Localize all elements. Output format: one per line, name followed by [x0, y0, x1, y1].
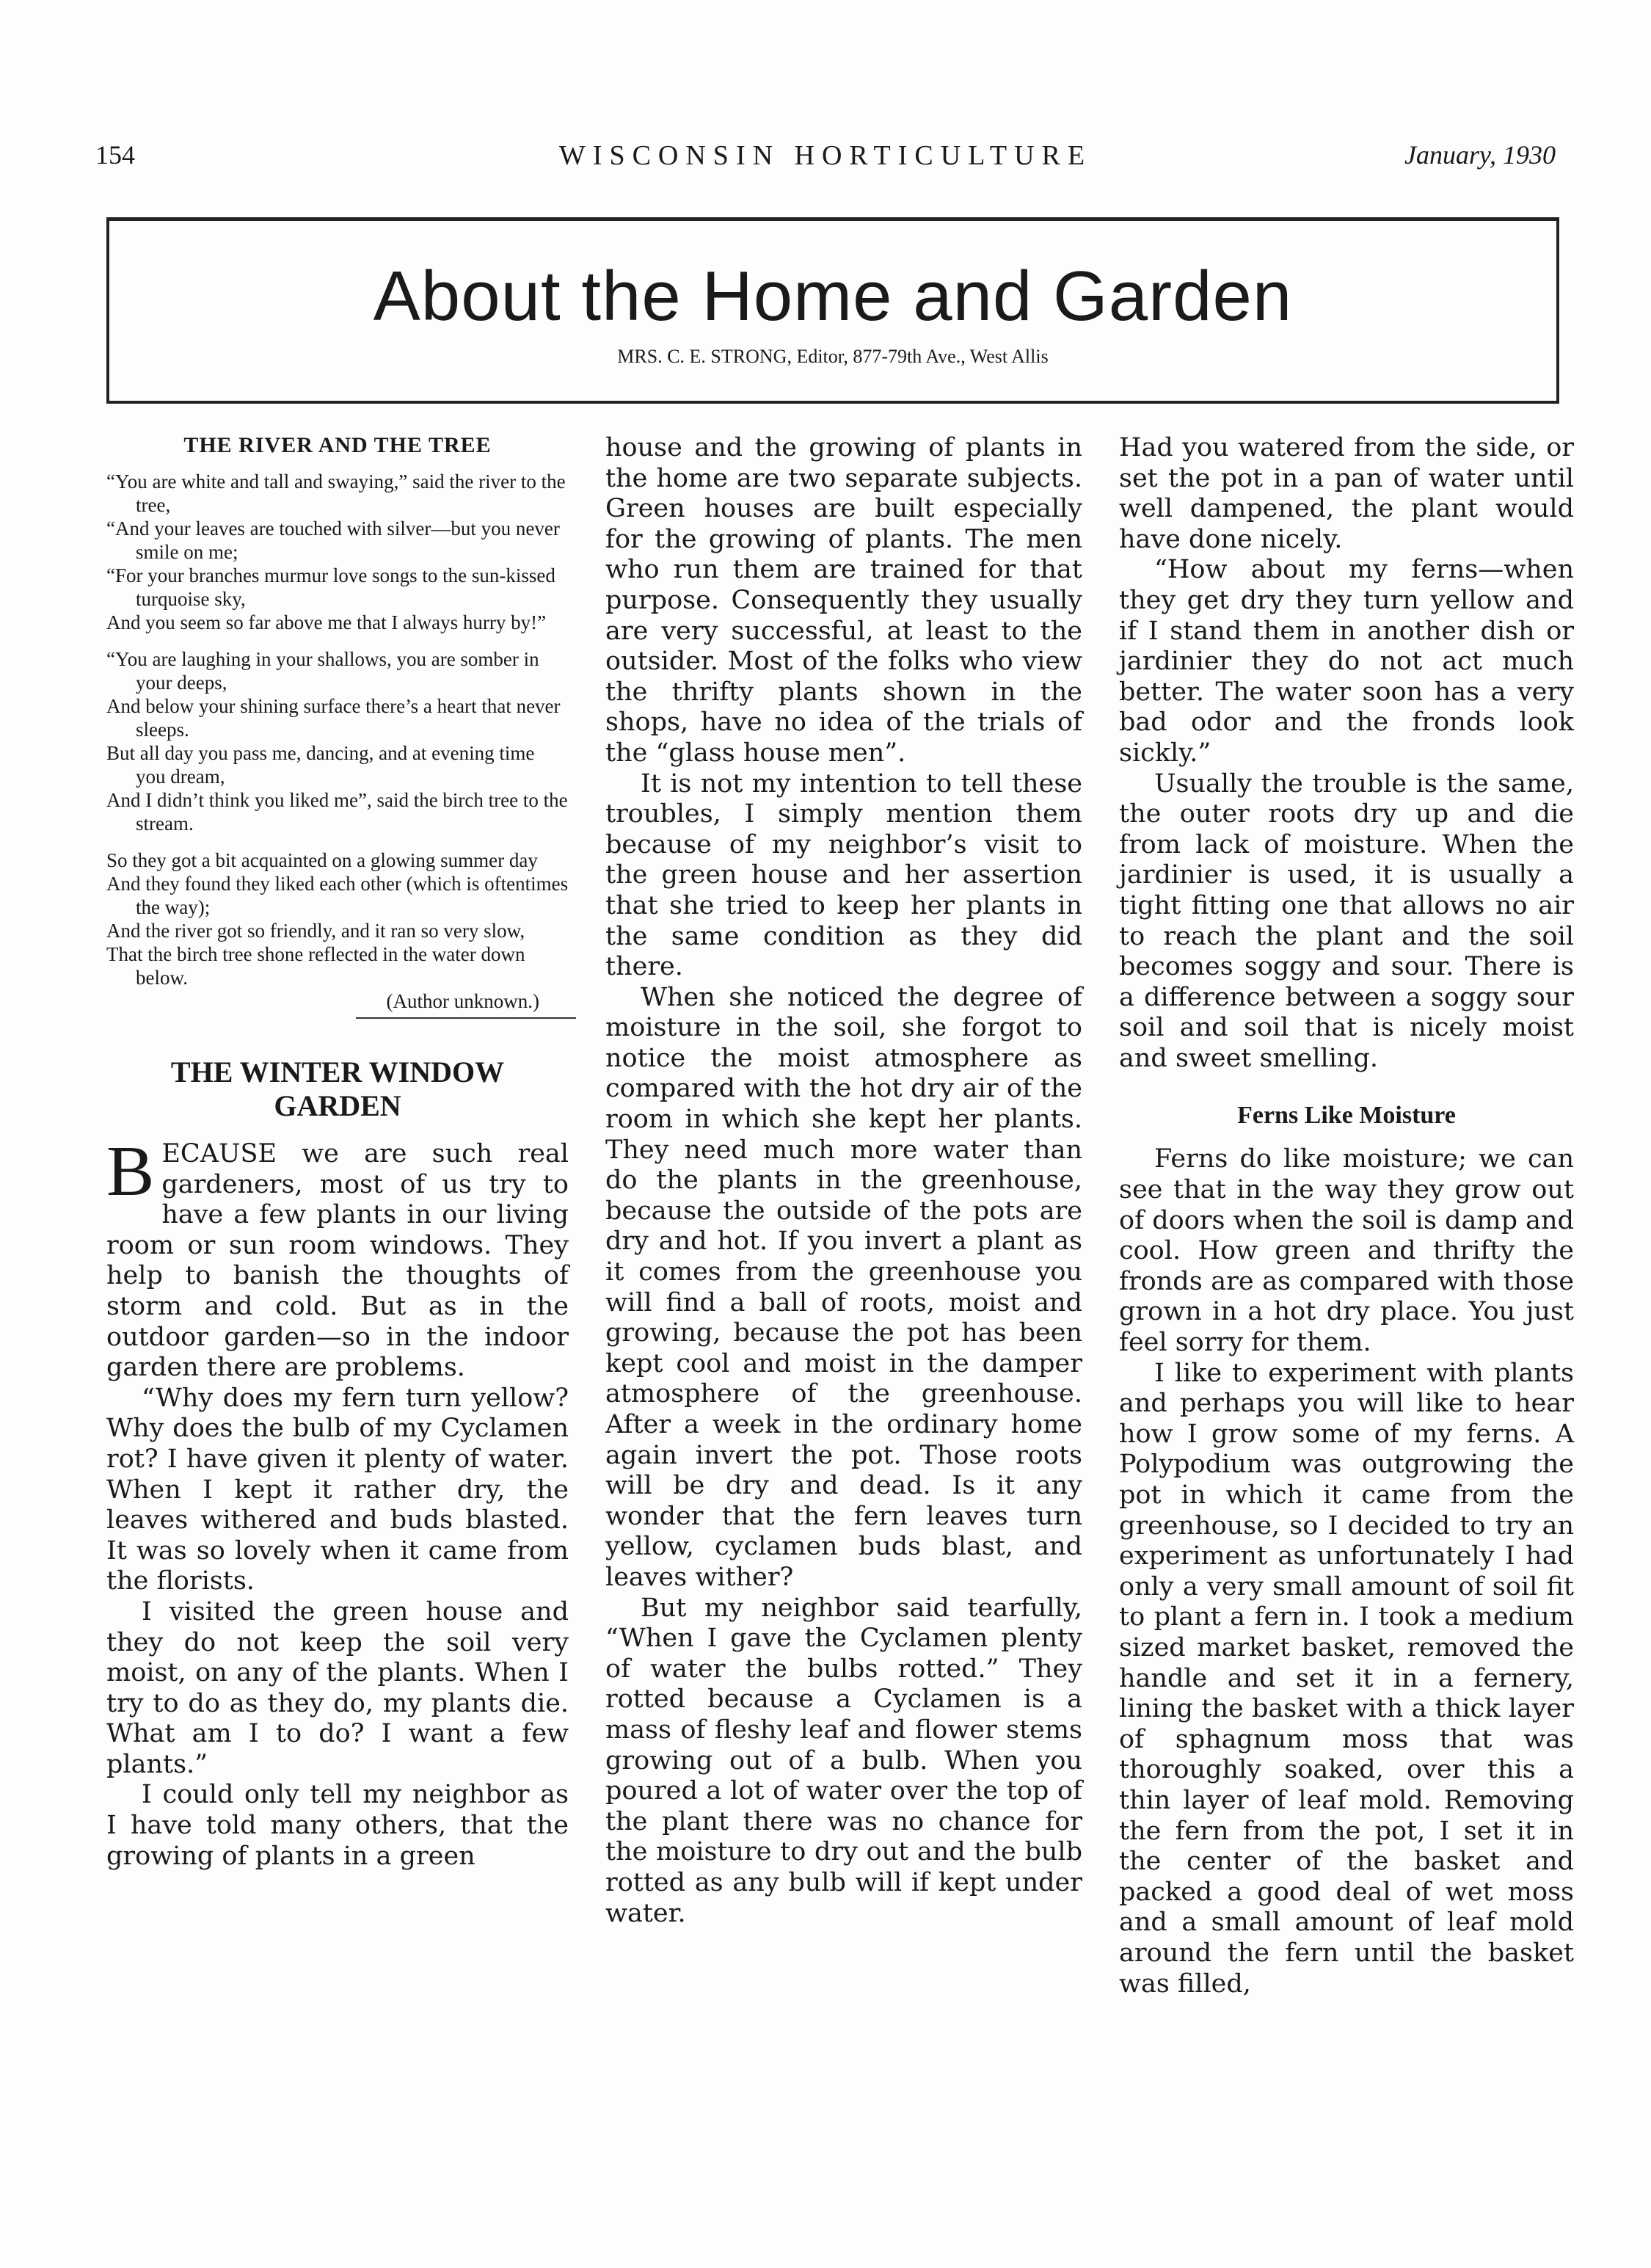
article-paragraph: “How about my ferns—when they get dry they turn yellow and if I stand them in another dish or jardinier they do not act much better. The water soon has a very bad odor and the fronds look sickly.”: [1119, 555, 1574, 768]
column-2: [605, 433, 1082, 1929]
column-3: [1119, 433, 1574, 1999]
section-title: About the Home and Garden: [373, 257, 1293, 335]
poem-line: And below your shining surface there’s a heart that never sleeps.: [106, 695, 561, 741]
article-title-line: THE WINTER WINDOW: [170, 1055, 505, 1088]
poem-line: “And your leaves are touched with silver—but you never smile on me;: [106, 517, 560, 563]
poem-line: “You are laughing in your shallows, you are somber in your deeps,: [106, 648, 539, 694]
journal-title: WISCONSIN HORTICULTURE: [558, 140, 1093, 171]
poem-line: And I didn’t think you liked me”, said the birch tree to the stream.: [106, 789, 568, 835]
paragraph-text: ECAUSE we are such real gardeners, most of us try to have a few plants in our living room or sun room windows. They help to banish the thoughts of storm and cold. But as in the outdoor garden—so in the indoor garden there are problems.: [106, 1139, 569, 1383]
page-number: 154: [95, 140, 135, 170]
article-title-line: GARDEN: [274, 1089, 401, 1122]
poem-stanza: [106, 470, 569, 634]
running-head: [95, 139, 1556, 183]
poem-line: And the river got so friendly, and it ran so very slow,: [106, 920, 525, 942]
article-paragraph: [106, 1132, 569, 1384]
article-title: [106, 1055, 569, 1123]
article-paragraph: When she noticed the degree of moisture in the soil, she forgot to notice the moist atmosphere as compared with the hot dry air of the room in which she kept her plants. They need much more water than do the plants in the greenhouse, because the outside of the pots are dry and hot. If you invert a plant as it comes from the greenhouse you will find a ball of roots, moist and growing, because the pot has been kept cool and moist in the damper atmosphere of the greenhouse. After a week in the ordinary home again invert the pot. Those roots will be dry and dead. Is it any wonder that the fern leaves turn yellow, cyclamen buds blast, and leaves wither?: [605, 982, 1082, 1592]
column-1: [106, 433, 569, 1872]
article-paragraph: Usually the trouble is the same, the outer roots dry up and die from lack of moisture. When the jardinier is used, it is usually a tight fitting one that allows no air to reach the plant and the soil becomes soggy and sour. There is a difference between a soggy sour soil and soil that is nicely moist and sweet smelling.: [1119, 768, 1574, 1073]
poem-stanza: [106, 647, 569, 835]
poem-credit: (Author unknown.): [386, 990, 539, 1012]
issue-date: January, 1930: [1404, 140, 1556, 170]
article-paragraph: house and the growing of plants in the home are two separate subjects. Green houses are built especially for the growing of plants. The men who run them are trained for that purpose. Consequently they usually are very successful, at least to the outsider. Most of the folks who view the thrifty plants shown in the shops, have no idea of the trials of the “glass house men”.: [605, 433, 1082, 768]
article-paragraph: It is not my intention to tell these troubles, I simply mention them because of my neighbor’s visit to the green house and her assertion that she tried to keep her plants in the same condition as they did there.: [605, 768, 1082, 982]
poem-title: THE RIVER AND THE TREE: [183, 433, 492, 457]
article-paragraph: I like to experiment with plants and perhaps you will like to hear how I grow some of my ferns. A Polypodium was outgrowing the pot in which it came from the greenhouse, so I decided to try an experiment as unfortunately I had only a very small amount of soil fit to plant a fern in. I took a medium sized market basket, removed the handle and set it in a fernery, lining the basket with a thick layer of sphagnum moss that was thoroughly soaked, over this a thin layer of leaf mold. Removing the fern from the pot, I set it in the center of the basket and packed a good deal of wet moss and a small amount of leaf mold around the fern until the basket was filled,: [1119, 1358, 1574, 1999]
section-byline: MRS. C. E. STRONG, Editor, 877-79th Ave., West Allis: [617, 346, 1049, 367]
section-header-box: [106, 217, 1559, 404]
divider-rule: [356, 1017, 576, 1019]
article-paragraph: “Why does my fern turn yellow? Why does the bulb of my Cyclamen rot? I have given it plenty of water. When I kept it rather dry, the leaves withered and buds blasted. It was so lovely when it came from the florists.: [106, 1383, 569, 1596]
poem-stanza: [106, 848, 569, 989]
drop-cap: B: [106, 1132, 155, 1211]
poem-line: And they found they liked each other (which is oftentimes the way);: [106, 873, 569, 918]
article-paragraph: Ferns do like moisture; we can see that in the way they grow out of doors when the soil is damp and cool. How green and thrifty the fronds are as compared with those grown in a hot dry place. You just feel sorry for them.: [1119, 1144, 1574, 1358]
poem-line: So they got a bit acquainted on a glowing summer day: [106, 849, 538, 871]
poem-line: “For your branches murmur love songs to the sun-kissed turquoise sky,: [106, 564, 555, 610]
poem-line: But all day you pass me, dancing, and at evening time you dream,: [106, 742, 535, 788]
article-paragraph: Had you watered from the side, or set the pot in a pan of water until well dampened, the plant would have done nicely.: [1119, 433, 1574, 554]
article-paragraph: But my neighbor said tearfully, “When I gave the Cyclamen plenty of water the bulbs rotted.” They rotted because a Cyclamen is a mass of fleshy leaf and flower stems growing out of a bulb. When you poured a lot of water over the top of the plant there was no chance for the moisture to dry out and the bulb rotted as any bulb will if kept under water.: [605, 1593, 1082, 1928]
poem-line: And you seem so far above me that I always hurry by!”: [106, 611, 547, 633]
poem-line: That the birch tree shone reflected in the water down below.: [106, 943, 525, 989]
article-paragraph: I visited the green house and they do not keep the soil very moist, on any of the plants. When I try to do as they do, my plants die. What am I to do? I want a few plants.”: [106, 1596, 569, 1779]
subheading: Ferns Like Moisture: [1237, 1102, 1456, 1130]
poem-line: “You are white and tall and swaying,” said the river to the tree,: [106, 470, 566, 516]
article-paragraph: I could only tell my neighbor as I have told many others, that the growing of plants in a green: [106, 1780, 569, 1871]
